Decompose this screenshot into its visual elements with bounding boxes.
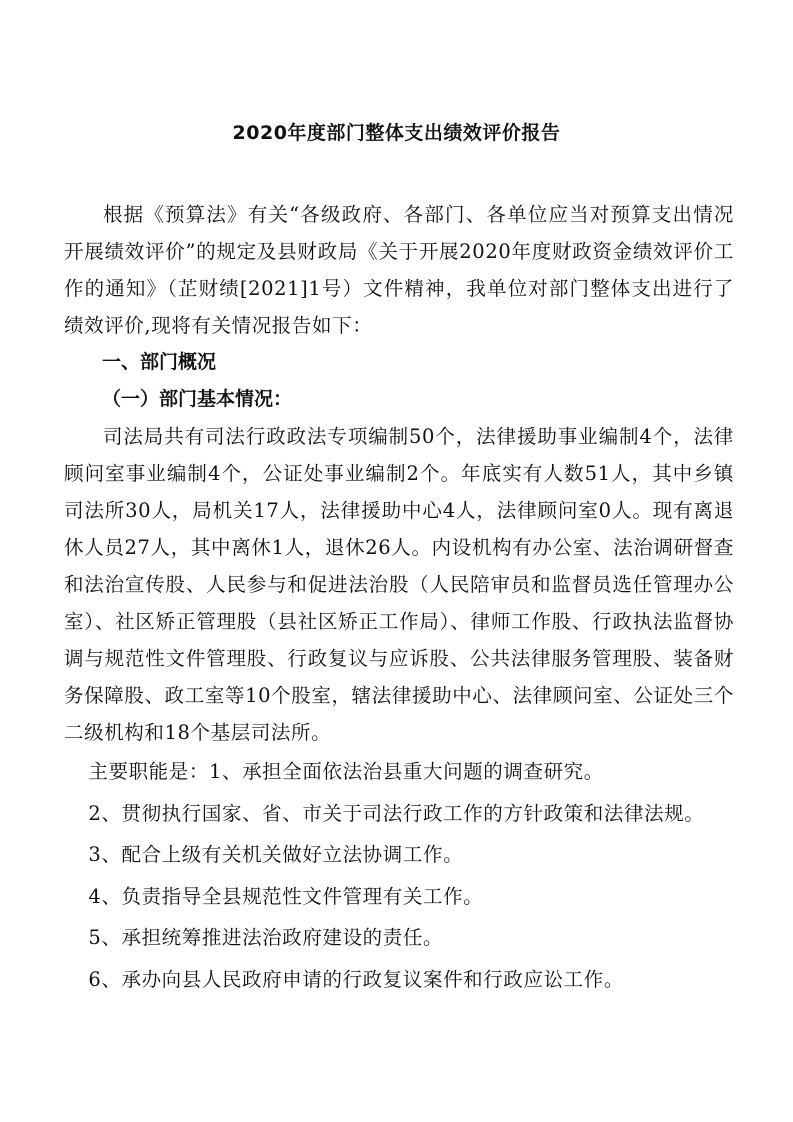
duty-item: 4、负责指导全县规范性文件管理有关工作。 <box>88 884 484 908</box>
section-heading-overview: 一、部门概况 <box>102 351 217 373</box>
duty-item: 6、承办向县人民政府申请的行政复议案件和行政应讼工作。 <box>88 967 624 991</box>
document-title: 2020年度部门整体支出绩效评价报告 <box>232 122 561 144</box>
subsection-heading-basic-info: （一）部门基本情况： <box>102 388 293 410</box>
duty-item: 3、配合上级有关机关做好立法协调工作。 <box>88 843 464 866</box>
document-body <box>64 196 734 1000</box>
duty-item: 主要职能是：1、承担全面依法治县重大问题的调查研究。 <box>88 760 604 783</box>
intro-paragraph: 根据《预算法》有关“各级政府、各部门、各单位应当对预算支出情况开展绩效评价”的规定及县财政局《关于开展2020年度财政资金绩效评价工作的通知》（芷财绩[2021]1号）文件精神，我单位对部门整体支出进行了绩效评价,现将有关情况报告如下： <box>64 203 734 337</box>
basic-info-paragraph: 司法局共有司法行政政法专项编制50个，法律援助事业编制4个，法律顾问室事业编制4个，公证处事业编制2个。年底实有人数51人，其中乡镇司法所30人，局机关17人，法律援助中心4人，法律顾问室0人。现有离退休人员27人，其中离休1人，退休26人。内设机构有办公室、法治调研督查和法治宣传股、人民参与和促进法治股（人民陪审员和监督员选任管理办公室）、社区矫正管理股（县社区矫正工作局）、律师工作股、行政执法监督协调与规范性文件管理股、行政复议与应诉股、公共法律服务管理股、装备财务保障股、政工室等10个股室，辖法律援助中心、法律顾问室、公证处三个二级机构和18个基层司法所。 <box>64 425 734 744</box>
duty-item: 2、贯彻执行国家、省、市关于司法行政工作的方针政策和法律法规。 <box>88 801 705 825</box>
duty-item: 5、承担统筹推进法治政府建设的责任。 <box>88 926 444 949</box>
